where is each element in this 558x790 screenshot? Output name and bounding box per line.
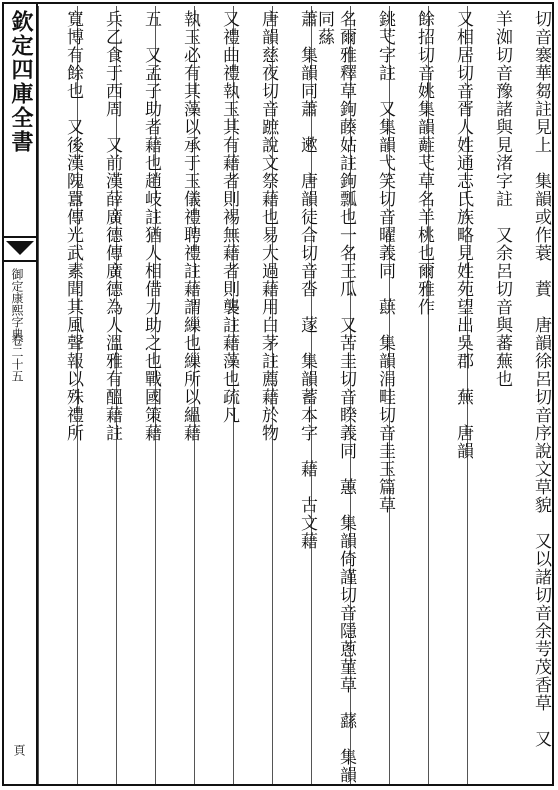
fishtail-mark — [4, 236, 36, 262]
text-column: 兵乙食于西周 又前漢薛廣德傳廣德為人溫雅有醞藉註 — [77, 6, 123, 784]
text-column: 羊洳切音豫諸與見渚字註 又余呂切音與蕃蕪也 — [467, 6, 513, 784]
page-label: 頁 — [12, 744, 26, 756]
collection-title: 欽定四庫全書 — [8, 10, 34, 154]
text-column: 唐韻慈夜切音蹠說文祭藉也易大過藉用白茅註薦藉於物 — [233, 6, 279, 784]
text-column: 執玉必有其藻以承于玉儀禮聘禮註藉謂繅也繅所以縕藉 — [155, 6, 201, 784]
text-column: 蕭 集韻同蕭 遬 唐韻徒合切音沓 蓫 集韻蓄本字 藉 古文藉 — [272, 6, 318, 784]
text-column: 銚芅字註 又集韻弋笑切音曜義同 蕻 集韻涓畦切音圭玉篇草 — [350, 6, 396, 784]
book-title: 御定康熙字典 — [10, 268, 24, 340]
text-column: 名爾雅釋草鉤藈姑註鉤瓢也一名王瓜 又苦圭切音睽義同 蕙 集韻倚謹切音隱蔥菫草 蘨 集韻同蕬 — [311, 6, 357, 784]
text-column: 寬博有餘也 又後漢隗囂傳光武素聞其風聲報以殊禮所 — [38, 6, 84, 784]
margin-column — [4, 4, 38, 784]
volume-label: 卷二十五 — [10, 334, 24, 382]
text-column: 切音褰華芻註見上 集韻或作蓑 蕡 唐韻徐呂切音序說文草貌 又以諸切音余芌茂香草 又 — [531, 10, 551, 748]
main-text — [40, 6, 552, 784]
text-column: 五 又孟子助者藉也趙岐註猶人相借力助之也戰國策藉 — [116, 6, 162, 784]
text-column: 又禮曲禮執玉其有藉者則裼無藉者則襲註藉藻也疏凡 — [194, 6, 240, 784]
text-column: 又相居切音胥人姓通志氏族略見姓苑望出吳郡 蕪 唐韻 — [428, 6, 474, 784]
text-column: 餘招切音姚集韻蘣芅草名羊桃也爾雅作 — [389, 6, 435, 784]
